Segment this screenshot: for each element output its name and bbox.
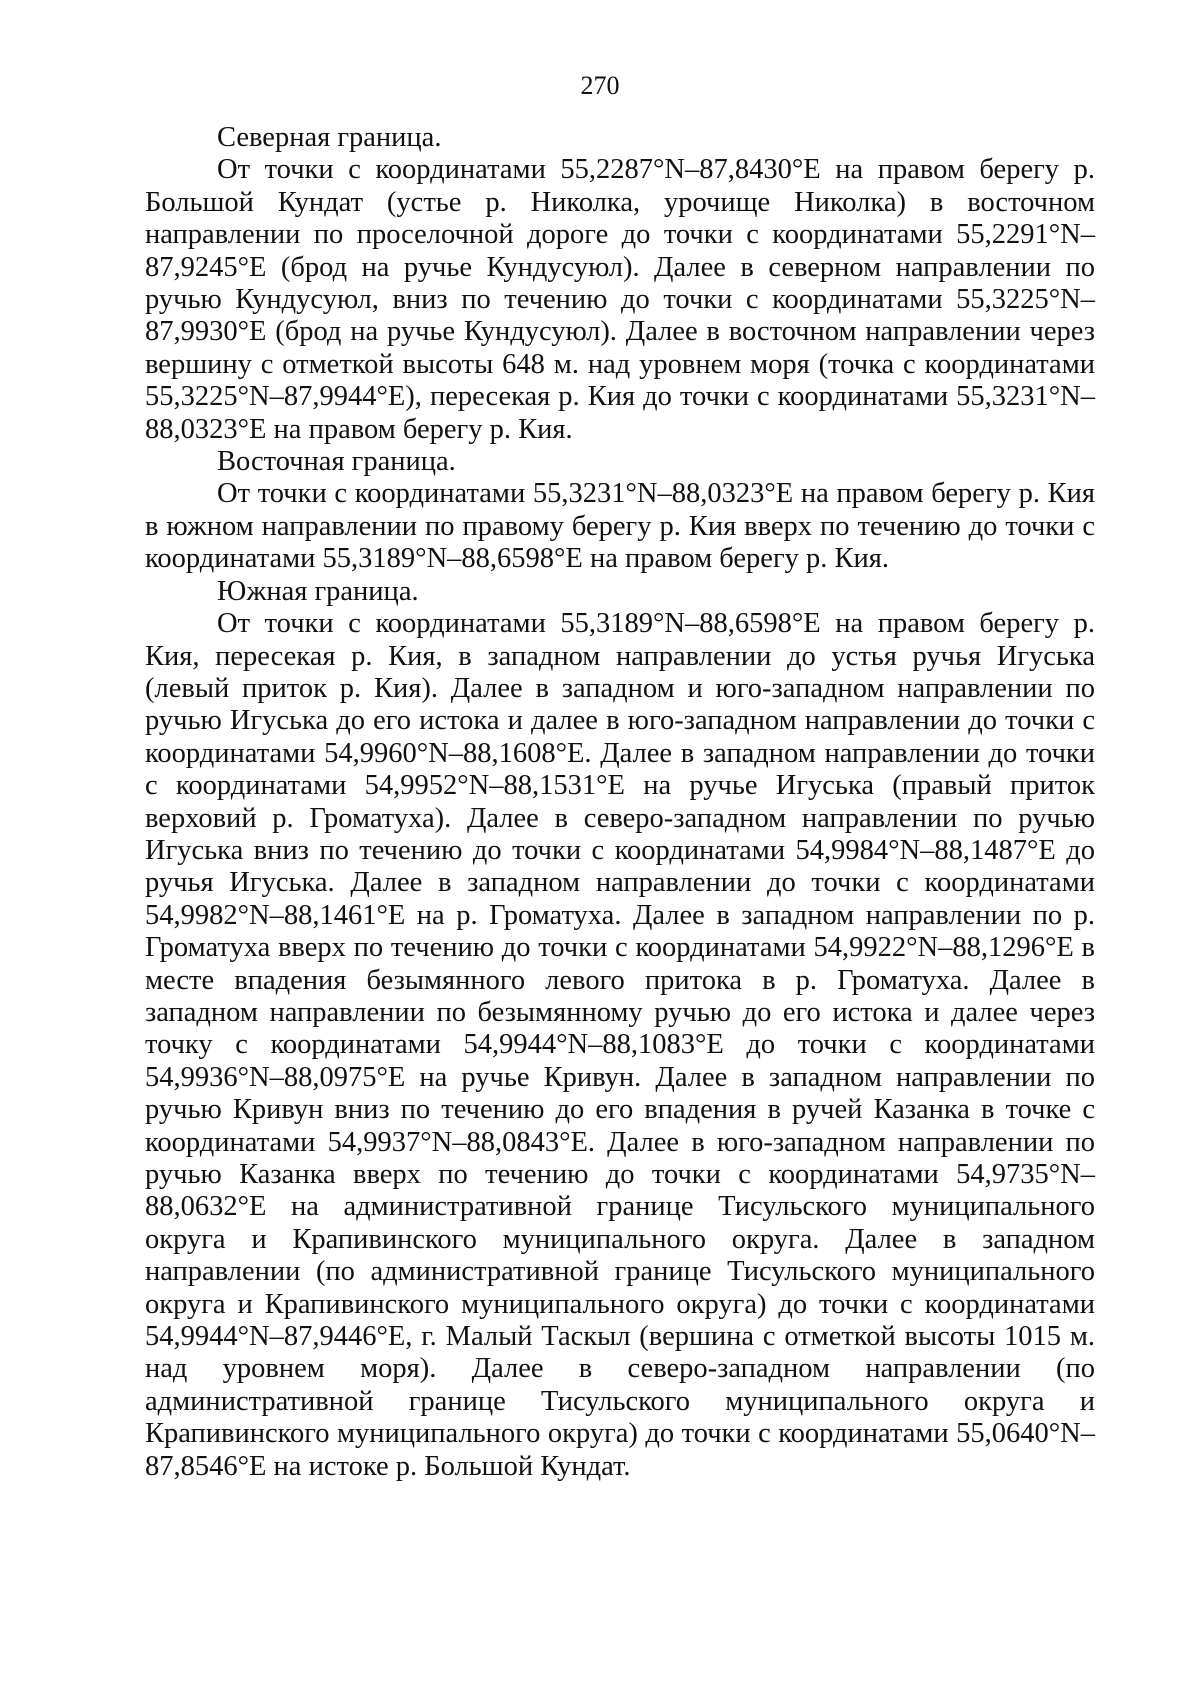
paragraph-north-boundary: От точки с координатами 55,2287°N–87,8430°E на правом берегу р. Большой Кундат (устье р. Николка, урочище Николка) в восточном направлении по проселочной дороге до точки с координатами 55,2291°N–87,9245°E (брод на ручье Кундусуюл). Далее в северном направлении по ручью Кундусуюл, вниз по течению до точки с координатами 55,3225°N–87,9930°E (брод на ручье Кундусуюл). Далее в восточном направлении через вершину с отметкой высоты 648 м. над уровнем моря (точка с координатами 55,3225°N–87,9944°E), пересекая р. Кия до точки с координатами 55,3231°N–88,0323°E на правом берегу р. Кия. <box>145 154 1095 445</box>
page-number: 270 <box>580 71 620 100</box>
section-heading-south: Южная граница. <box>217 575 419 607</box>
document-body <box>145 122 1095 1483</box>
section-heading-east: Восточная граница. <box>217 446 456 478</box>
paragraph-east-boundary: От точки с координатами 55,3231°N–88,0323°E на правом берегу р. Кия в южном направлении по правому берегу р. Кия вверх по течению до точки с координатами 55,3189°N–88,6598°E на правом берегу р. Кия. <box>145 478 1095 575</box>
paragraph-south-boundary: От точки с координатами 55,3189°N–88,6598°E на правом берегу р. Кия, пересекая р. Кия, в западном направлении до устья ручья Игуська (левый приток р. Кия). Далее в западном и юго-западном направлении по ручью Игуська до его истока и далее в юго-западном направлении до точки с координатами 54,9960°N–88,1608°E. Далее в западном направлении до точки с координатами 54,9952°N–88,1531°E на ручье Игуська (правый приток верховий р. Громатуха). Далее в северо-западном направлении по ручью Игуська вниз по течению до точки с координатами 54,9984°N–88,1487°E до ручья Игуська. Далее в западном направлении до точки с координатами 54,9982°N–88,1461°E на р. Громатуха. Далее в западном направлении по р. Громатуха вверх по течению до точки с координатами 54,9922°N–88,1296°E в месте впадения безымянного левого притока в р. Громатуха. Далее в западном направлении по безымянному ручью до его истока и далее через точку с координатами 54,9944°N–88,1083°E до точки с координатами 54,9936°N–88,0975°E на ручье Кривун. Далее в западном направлении по ручью Кривун вниз по течению до его впадения в ручей Казанка в точке с координатами 54,9937°N–88,0843°E. Далее в юго-западном направлении по ручью Казанка вверх по течению до точки с координатами 54,9735°N–88,0632°E на административной границе Тисульского муниципального округа и Крапивинского муниципального округа. Далее в западном направлении (по административной границе Тисульского муниципального округа и Крапивинского муниципального округа) до точки с координатами 54,9944°N–87,9446°E, г. Малый Таскыл (вершина с отметкой высоты 1015 м. над уровнем моря). Далее в северо-западном направлении (по административной границе Тисульского муниципального округа и Крапивинского муниципального округа) до точки с координатами 55,0640°N–87,8546°E на истоке р. Большой Кундат. <box>145 608 1095 1482</box>
section-heading-north: Северная граница. <box>217 122 442 153</box>
